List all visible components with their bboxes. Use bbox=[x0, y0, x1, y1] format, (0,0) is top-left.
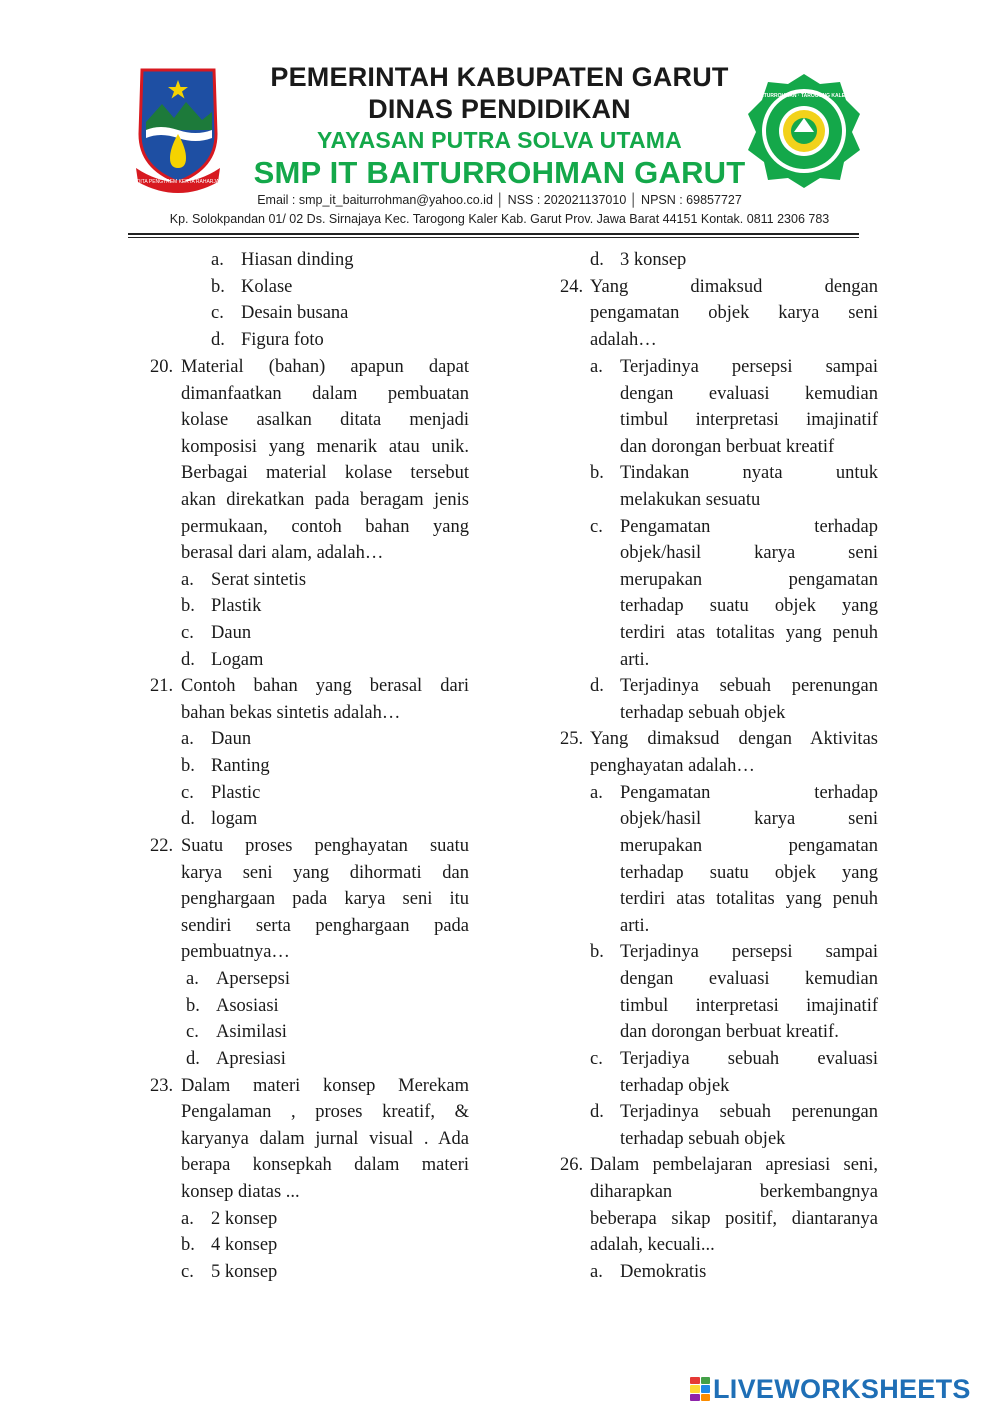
q20-line-7: permukaan, contoh bahan yang bbox=[181, 517, 469, 537]
q22-option-c-letter: c. bbox=[186, 1022, 199, 1042]
q23-line-5: konsep diatas ... bbox=[181, 1182, 300, 1202]
q24-option-b-letter: b. bbox=[590, 463, 604, 483]
q20-option-d-letter: d. bbox=[181, 650, 195, 670]
q21-option-b[interactable]: Ranting bbox=[211, 756, 270, 776]
q22-number: 22. bbox=[150, 836, 174, 856]
q22-option-d[interactable]: Apresiasi bbox=[216, 1049, 286, 1069]
right-logo-ring-text: SMP IT BAITURROHMAN · TAROGONG KALER · GARUT bbox=[737, 93, 871, 99]
q20-option-a-letter: a. bbox=[181, 570, 194, 590]
q21-line-1: Contoh bahan yang berasal dari bbox=[181, 676, 469, 696]
q25-option-a-line-6[interactable]: arti. bbox=[620, 916, 650, 936]
q20-option-a[interactable]: Serat sintetis bbox=[211, 570, 307, 590]
q25-option-b-line-4[interactable]: dan dorongan berbuat kreatif. bbox=[620, 1022, 839, 1042]
q24-option-d-line-2[interactable]: terhadap sebuah objek bbox=[620, 703, 786, 723]
q24-option-a-line-1[interactable]: Terjadinya persepsi sampai bbox=[620, 357, 878, 377]
q23-number: 23. bbox=[150, 1076, 174, 1096]
q25-option-d-letter: d. bbox=[590, 1102, 604, 1122]
q20-option-b-letter: b. bbox=[181, 596, 195, 616]
q22-option-a-letter: a. bbox=[186, 969, 199, 989]
liveworksheets-icon bbox=[690, 1377, 710, 1401]
q25-option-b-line-3[interactable]: timbul interpretasi imajinatif bbox=[620, 996, 878, 1016]
q26-line-2: diharapkan berkembangnya bbox=[590, 1182, 878, 1202]
header-school-name: SMP IT BAITURROHMAN GARUT bbox=[253, 155, 746, 190]
q22-option-b-letter: b. bbox=[186, 996, 200, 1016]
q19-option-d[interactable]: Figura foto bbox=[241, 330, 324, 350]
q21-number: 21. bbox=[150, 676, 174, 696]
q20-line-5: Berbagai material kolase tersebut bbox=[181, 463, 469, 483]
q19-option-b[interactable]: Kolase bbox=[241, 277, 293, 297]
q19-option-a[interactable]: Hiasan dinding bbox=[241, 250, 354, 270]
q25-option-d-line-2[interactable]: terhadap sebuah objek bbox=[620, 1129, 786, 1149]
q25-option-a-line-4[interactable]: terhadap suatu objek yang bbox=[620, 863, 878, 883]
q23-option-b-letter: b. bbox=[181, 1235, 195, 1255]
q23-option-c[interactable]: 5 konsep bbox=[211, 1262, 278, 1282]
q25-option-b-line-1[interactable]: Terjadinya persepsi sampai bbox=[620, 942, 878, 962]
q20-line-8: berasal dari alam, adalah… bbox=[181, 543, 384, 563]
q24-option-c-line-5[interactable]: terdiri atas totalitas yang penuh bbox=[620, 623, 878, 643]
q22-option-b[interactable]: Asosiasi bbox=[216, 996, 279, 1016]
q25-number: 25. bbox=[560, 729, 584, 749]
q25-line-1: Yang dimaksud dengan Aktivitas bbox=[590, 729, 878, 749]
q26-option-a[interactable]: Demokratis bbox=[620, 1262, 707, 1282]
header-department-name: DINAS PENDIDIKAN bbox=[368, 94, 631, 124]
q25-option-a-line-3[interactable]: merupakan pengamatan bbox=[620, 836, 878, 856]
header-government-name: PEMERINTAH KABUPATEN GARUT bbox=[270, 62, 729, 92]
q20-line-3: kolase asalkan ditata menjadi bbox=[181, 410, 469, 430]
q24-option-c-line-3[interactable]: merupakan pengamatan bbox=[620, 570, 878, 590]
q23-line-3: karyanya dalam jurnal visual . Ada bbox=[181, 1129, 469, 1149]
school-emblem-logo bbox=[737, 72, 871, 190]
q26-line-1: Dalam pembelajaran apresiasi seni, bbox=[590, 1155, 878, 1175]
q25-option-c-line-2[interactable]: terhadap objek bbox=[620, 1076, 730, 1096]
q24-option-d-letter: d. bbox=[590, 676, 604, 696]
q20-option-c[interactable]: Daun bbox=[211, 623, 252, 643]
q24-option-a-line-4[interactable]: dan dorongan berbuat kreatif bbox=[620, 437, 835, 457]
q24-line-2: pengamatan objek karya seni bbox=[590, 303, 878, 323]
q21-option-c[interactable]: Plastic bbox=[211, 783, 261, 803]
q25-option-a-line-5[interactable]: terdiri atas totalitas yang penuh bbox=[620, 889, 878, 909]
q25-option-c-line-1[interactable]: Terjadiya sebuah evaluasi bbox=[620, 1049, 878, 1069]
q21-line-2: bahan bekas sintetis adalah… bbox=[181, 703, 401, 723]
liveworksheets-brand[interactable] bbox=[690, 1374, 971, 1404]
q25-option-c-letter: c. bbox=[590, 1049, 603, 1069]
q26-number: 26. bbox=[560, 1155, 584, 1175]
header-divider bbox=[128, 233, 859, 235]
header-foundation-name: YAYASAN PUTRA SOLVA UTAMA bbox=[317, 127, 682, 153]
q19-option-a-letter: a. bbox=[211, 250, 224, 270]
q20-line-6: akan direkatkan pada beragam jenis bbox=[181, 490, 469, 510]
q25-option-a-letter: a. bbox=[590, 783, 603, 803]
q25-option-a-line-1[interactable]: Pengamatan terhadap bbox=[620, 783, 878, 803]
q24-number: 24. bbox=[560, 277, 584, 297]
q23-line-2: Pengalaman , proses kreatif, & bbox=[181, 1102, 469, 1122]
left-logo-motto: DITA PENGTREM KERTA RAHARJA bbox=[136, 179, 220, 185]
q24-option-c-line-1[interactable]: Pengamatan terhadap bbox=[620, 517, 878, 537]
q25-line-2: penghayatan adalah… bbox=[590, 756, 755, 776]
q26-line-3: beberapa sikap positif, diantaranya bbox=[590, 1209, 878, 1229]
q20-number: 20. bbox=[150, 357, 174, 377]
q21-option-b-letter: b. bbox=[181, 756, 195, 776]
q22-line-2: karya seni yang dihormati dan bbox=[181, 863, 469, 883]
q25-option-b-line-2[interactable]: dengan evaluasi kemudian bbox=[620, 969, 878, 989]
q19-option-d-letter: d. bbox=[211, 330, 225, 350]
q24-option-a-letter: a. bbox=[590, 357, 603, 377]
q20-option-b[interactable]: Plastik bbox=[211, 596, 262, 616]
q21-option-a[interactable]: Daun bbox=[211, 729, 252, 749]
q23-option-a-letter: a. bbox=[181, 1209, 194, 1229]
q24-option-c-letter: c. bbox=[590, 517, 603, 537]
liveworksheets-wordmark: LIVEWORKSHEETS bbox=[713, 1373, 971, 1404]
q22-option-a[interactable]: Apersepsi bbox=[216, 969, 290, 989]
q20-line-4: komposisi yang menarik atau unik. bbox=[181, 437, 469, 457]
q20-line-2: dimanfaatkan dalam pembuatan bbox=[181, 384, 469, 404]
q22-line-4: sendiri serta penghargaan pada bbox=[181, 916, 469, 936]
q25-option-b-letter: b. bbox=[590, 942, 604, 962]
q22-line-5: pembuatnya… bbox=[181, 942, 290, 962]
q20-option-c-letter: c. bbox=[181, 623, 194, 643]
q23-option-d-letter: d. bbox=[590, 250, 604, 270]
q19-option-c[interactable]: Desain busana bbox=[241, 303, 349, 323]
q22-line-3: penghargaan pada karya seni itu bbox=[181, 889, 469, 909]
header-contact-line: Email : smp_it_baiturrohman@yahoo.co.id │ NSS : 202021137010 │ NPSN : 69857727 bbox=[257, 193, 742, 207]
q24-line-3: adalah… bbox=[590, 330, 657, 350]
q24-line-1: Yang dimaksud dengan bbox=[590, 277, 878, 297]
q24-option-a-line-2[interactable]: dengan evaluasi kemudian bbox=[620, 384, 878, 404]
q22-option-d-letter: d. bbox=[186, 1049, 200, 1069]
q25-option-a-line-2[interactable]: objek/hasil karya seni bbox=[620, 809, 878, 829]
q24-option-d-line-1[interactable]: Terjadinya sebuah perenungan bbox=[620, 676, 878, 696]
q24-option-b-line-1[interactable]: Tindakan nyata untuk bbox=[620, 463, 878, 483]
q24-option-c-line-4[interactable]: terhadap suatu objek yang bbox=[620, 596, 878, 616]
q21-option-a-letter: a. bbox=[181, 729, 194, 749]
q23-option-c-letter: c. bbox=[181, 1262, 194, 1282]
q21-option-c-letter: c. bbox=[181, 783, 194, 803]
header-address-line: Kp. Solokpandan 01/ 02 Ds. Sirnajaya Kec. Tarogong Kaler Kab. Garut Prov. Jawa Barat 44151 Kontak. 0811 2306 783 bbox=[169, 212, 830, 226]
q23-option-a[interactable]: 2 konsep bbox=[211, 1209, 278, 1229]
q23-line-4: berapa konsepkah dalam materi bbox=[181, 1155, 469, 1175]
header-divider-thin bbox=[128, 237, 859, 238]
q21-option-d-letter: d. bbox=[181, 809, 195, 829]
q26-option-a-letter: a. bbox=[590, 1262, 603, 1282]
q26-line-4: adalah, kecuali... bbox=[590, 1235, 715, 1255]
q19-option-c-letter: c. bbox=[211, 303, 224, 323]
q24-option-c-line-6[interactable]: arti. bbox=[620, 650, 650, 670]
q20-line-1: Material (bahan) apapun dapat bbox=[181, 357, 469, 377]
q25-option-d-line-1[interactable]: Terjadinya sebuah perenungan bbox=[620, 1102, 878, 1122]
q23-line-1: Dalam materi konsep Merekam bbox=[181, 1076, 469, 1096]
q24-option-a-line-3[interactable]: timbul interpretasi imajinatif bbox=[620, 410, 878, 430]
q24-option-b-line-2[interactable]: melakukan sesuatu bbox=[620, 490, 761, 510]
q23-option-b[interactable]: 4 konsep bbox=[211, 1235, 278, 1255]
q19-option-b-letter: b. bbox=[211, 277, 225, 297]
q21-option-d[interactable]: logam bbox=[211, 809, 258, 829]
q20-option-d[interactable]: Logam bbox=[211, 650, 264, 670]
q22-option-c[interactable]: Asimilasi bbox=[216, 1022, 287, 1042]
q23-option-d[interactable]: 3 konsep bbox=[620, 250, 687, 270]
q22-line-1: Suatu proses penghayatan suatu bbox=[181, 836, 469, 856]
q24-option-c-line-2[interactable]: objek/hasil karya seni bbox=[620, 543, 878, 563]
